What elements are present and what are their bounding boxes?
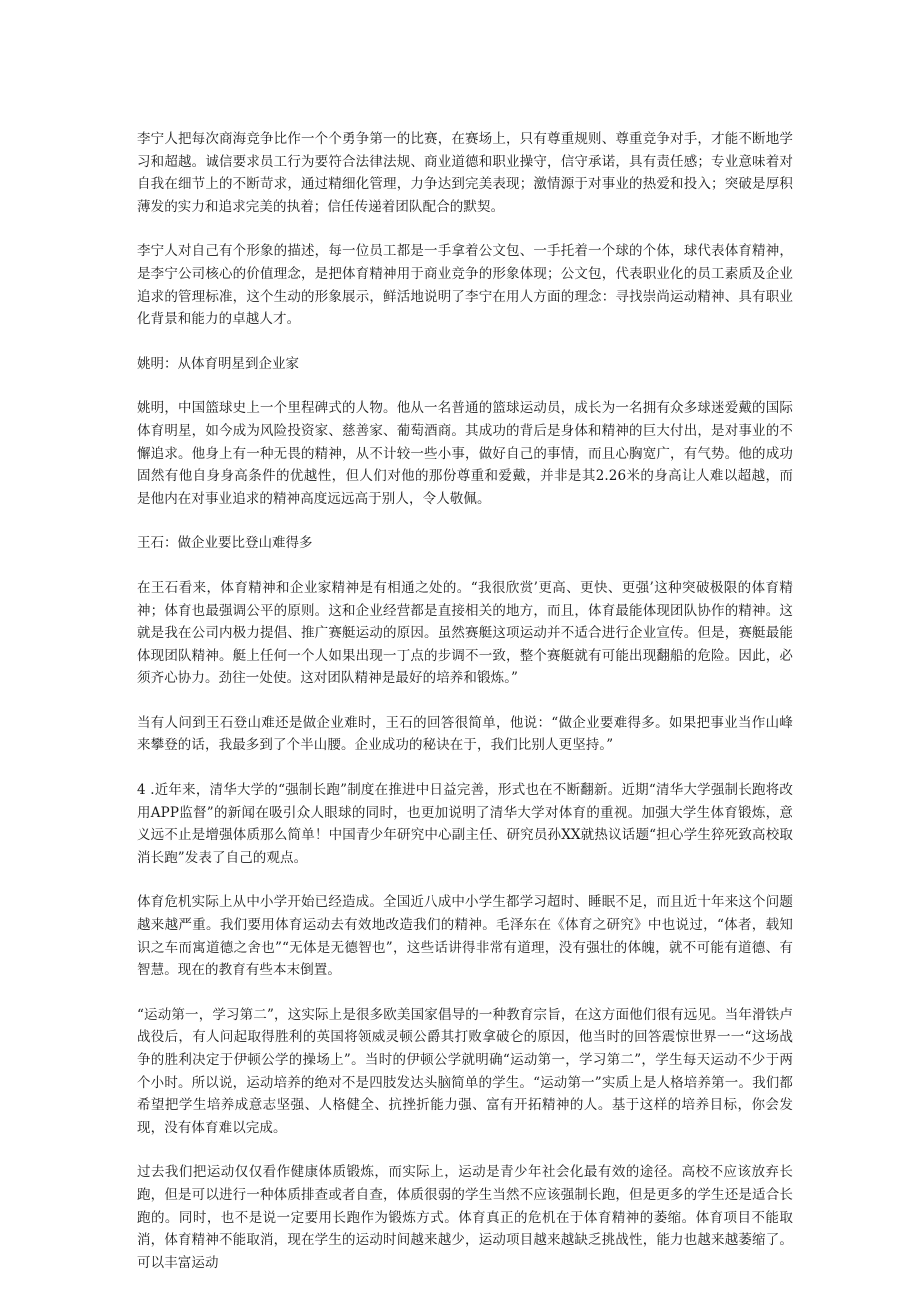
section-heading-wang-shi: 王石：做企业要比登山难得多 (137, 535, 313, 552)
paragraph-gap (137, 218, 793, 240)
paragraph-tsinghua-running: 4 .近年来，清华大学的“强制长跑”制度在推进中日益完善，形式也在不断翻新。近期“清华大学强制长跑将改用APP监督”的新闻在吸引众人眼球的同时，也更加说明了清华大学对体育的重视。加强大学生体育锻炼，意义远不止是增强体质那么简单！中国青少年研究中心副主任、研究员孙XX就热议话题“担心学生猝死致高校取消长跑”发表了自己的观点。 (137, 782, 793, 866)
paragraph-sports-first: “运动第一，学习第二”，这实际上是很多欧美国家倡导的一种教育宗旨，在这方面他们很有远见。当年滑铁卢战役后，有人问起取得胜利的英国将领威灵顿公爵其打败拿破仑的原因，他当时的回答震惊世界一一“这场战争的胜利决定于伊顿公学的操场上”。当时的伊顿公学就明确“运动第一，学习第二”，学生每天运动不少于两个小时。所以说，运动培养的绝对不是四肢发达头脑简单的学生。“运动第一”实质上是人格培养第一。我们都希望把学生培养成意志坚强、人格健全、抗挫折能力强、富有开拓精神的人。基于这样的培养目标，你会发现，没有体育难以完成。 (137, 1006, 793, 1136)
paragraph-li-ning-competition: 李宁人把每次商海竞争比作一个个勇争第一的比赛，在赛场上，只有尊重规则、尊重竞争对手，才能不断地学习和超越。诚信要求员工行为要符合法律法规、商业道德和职业操守，信守承诺，具有责任感；专业意味着对自我在细节上的不断苛求，通过精细化管理，力争达到完美表现；激情源于对事业的热爱和投入；突破是厚积薄发的实力和追求完美的执着；信任传递着团队配合的默契。 (137, 131, 793, 215)
paragraph-wang-shi-climbing: 当有人问到王石登山难还是做企业难时，王石的回答很简单，他说：“做企业要难得多。如果把事业当作山峰来攀登的话，我最多到了个半山腰。企业成功的秘诀在于，我们比别人更坚持。” (137, 714, 793, 754)
paragraph-gap (137, 555, 793, 577)
paragraph-gap (137, 982, 793, 1004)
paragraph-wang-shi-spirit: 在王石看来，体育精神和企业家精神是有相通之处的。“我很欣赏’更高、更快、更强’这种突破极限的体育精神；体育也最强调公平的原则。这和企业经营都是直接相关的地方，而且，体育最能体现团队协作的精神。这就是我在公司内极力提倡、推广赛艇运动的原因。虽然赛艇这项运动并不适合进行企业宣传。但是，赛艇最能体现团队精神。艇上任何一个人如果出现一丁点的步调不一致，整个赛艇就有可能出现翻船的危险。因此，必须齐心协力。劲往一处使。这对团队精神是最好的培养和锻炼。” (137, 579, 793, 687)
paragraph-gap (137, 375, 793, 397)
paragraph-yao-ming: 姚明，中国篮球史上一个里程碑式的人物。他从一名普通的篮球运动员，成长为一名拥有众多球迷爱戴的国际体育明星，如今成为风险投资家、慈善家、葡萄酒商。其成功的背后是身体和精神的巨大付出，是对事业的不懈追求。他身上有一种无畏的精神，从不计较一些小事，做好自己的事情，而且心胸宽广，有气势。他的成功固然有他自身身高条件的优越性，但人们对他的那份尊重和爱戴，并非是其2.26米的身高让人难以超越，而是他内在对事业追求的精神高度远远高于别人，令人敬佩。 (137, 400, 793, 507)
paragraph-sports-crisis: 体育危机实际上从中小学开始已经造成。全国近八成中小学生都学习超时、睡眠不足，而且近十年来这个问题越来越严重。我们要用体育运动去有效地改造我们的精神。毛泽东在《体育之研究》中也说过，“体者，载知识之车而寓道德之舍也”“无体是无德智也”，这些话讲得非常有道理，没有强壮的体魄，就不可能有道德、有智慧。现在的教育有些本末倒置。 (137, 894, 793, 979)
paragraph-gap (137, 331, 793, 353)
document-page (137, 128, 793, 1274)
paragraph-gap (137, 757, 793, 779)
paragraph-li-ning-image: 李宁人对自己有个形象的描述，每一位员工都是一手拿着公文包、一手托着一个球的个体，球代表体育精神，是李宁公司核心的价值理念，是把体育精神用于商业竞争的形象体现；公文包，代表职业化的员工素质及企业追求的管理标准，这个生动的形象展示，鲜活地说明了李宁在用人方面的理念：寻找崇尚运动精神、具有职业化背景和能力的卓越人才。 (137, 243, 793, 328)
paragraph-gap (137, 1139, 793, 1161)
paragraph-gap (137, 510, 793, 532)
paragraph-gap (137, 869, 793, 891)
section-heading-yao-ming: 姚明：从体育明星到企业家 (137, 355, 299, 372)
paragraph-socialization: 过去我们把运动仅仅看作健康体质锻炼，而实际上，运动是青少年社会化最有效的途径。高校不应该放弃长跑，但是可以进行一种体质排查或者自查，体质很弱的学生当然不应该强制长跑，但是更多的学生还是适合长跑的。同时，也不是说一定要用长跑作为锻炼方式。体育真正的危机在于体育精神的萎缩。体育项目不能取消，体育精神不能取消，现在学生的运动时间越来越少，运动项目越来越缺乏挑战性，能力也越来越萎缩了。可以丰富运动 (137, 1164, 793, 1271)
paragraph-gap (137, 690, 793, 712)
